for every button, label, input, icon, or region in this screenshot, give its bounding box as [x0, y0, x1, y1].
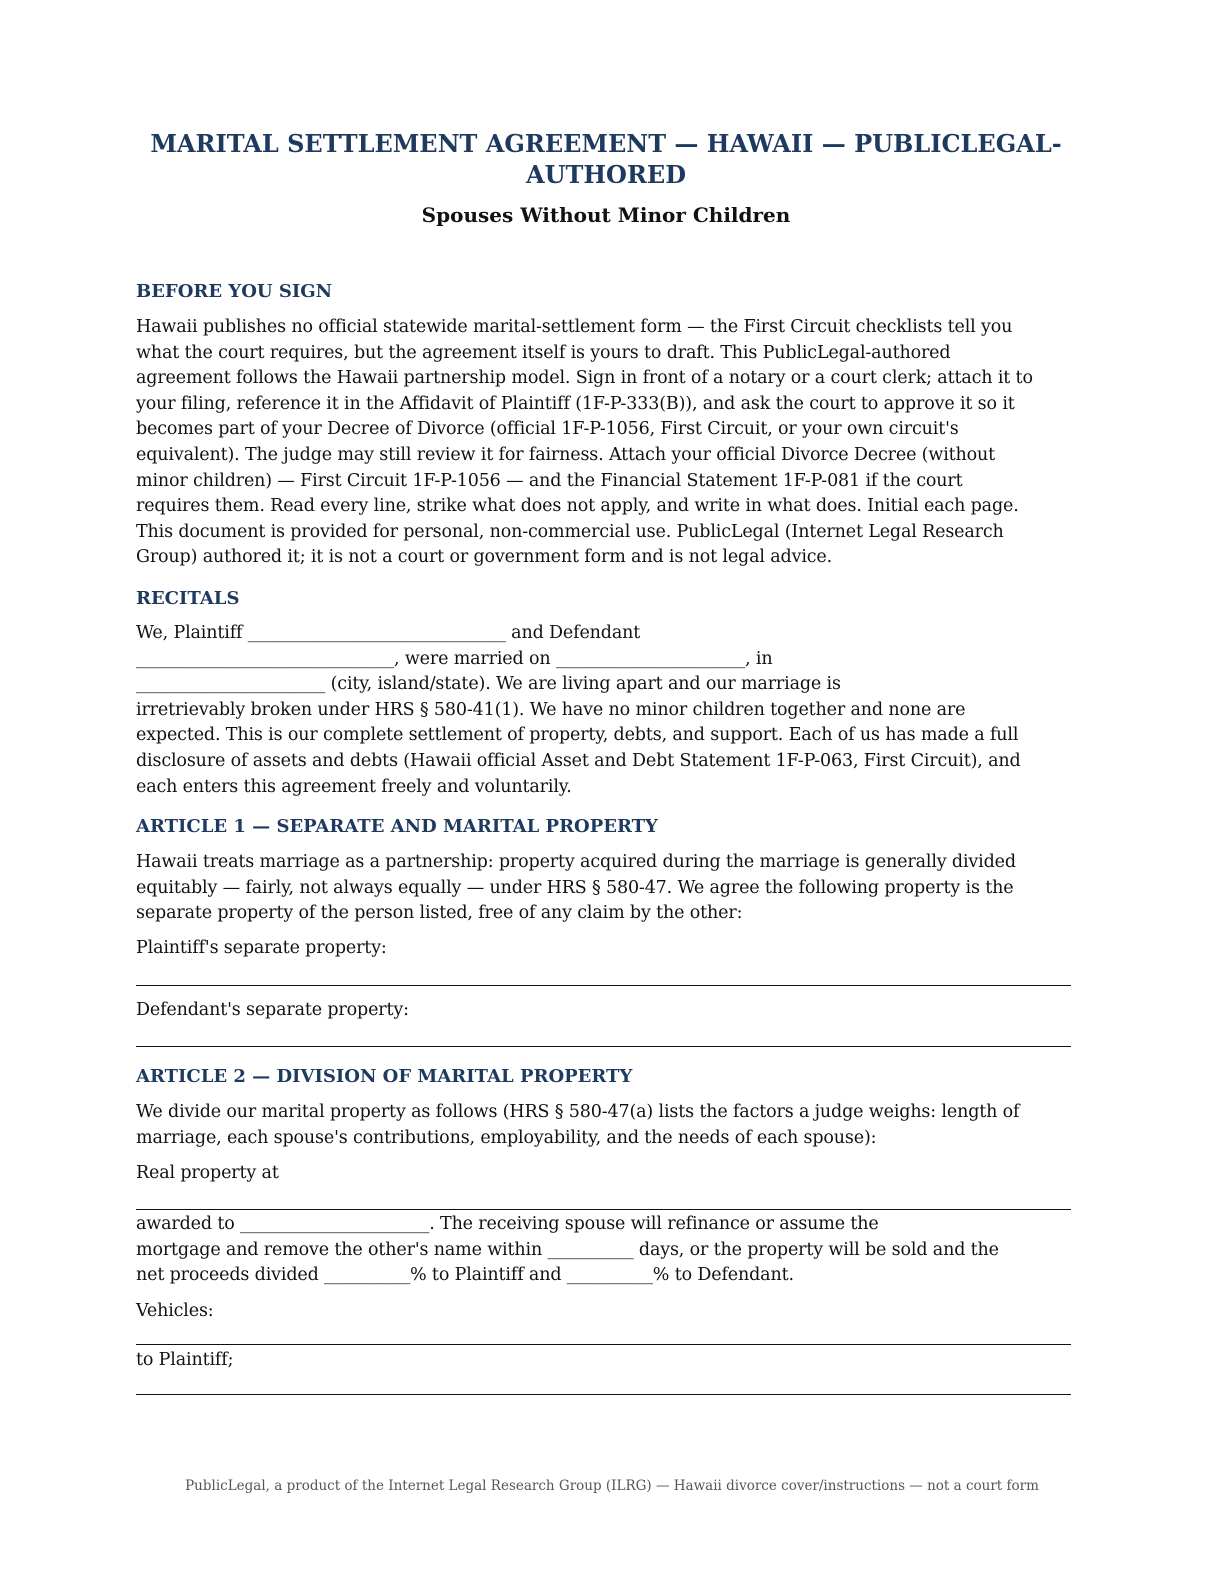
article-1-heading: ARTICLE 1 — SEPARATE AND MARITAL PROPERTY	[136, 816, 658, 837]
article-2-heading: ARTICLE 2 — DIVISION OF MARITAL PROPERTY	[136, 1066, 633, 1087]
text-line: mortgage and remove the other's name within __________ days, or the property will be sold and the	[136, 1239, 999, 1260]
text-line: irretrievably broken under HRS § 580-41(1). We have no minor children together and none are	[136, 699, 966, 720]
text-line: ______________________ (city, island/state). We are living apart and our marriage is	[136, 674, 841, 695]
text-line: disclosure of assets and debts (Hawaii official Asset and Debt Statement 1F-P-063, First Circuit), and	[136, 750, 1021, 771]
text-line: requires them. Read every line, strike what does not apply, and write in what does. Initial each page.	[136, 496, 1019, 517]
text-line: marriage, each spouse's contributions, employability, and the needs of each spouse):	[136, 1127, 877, 1148]
real-property-label: Real property at	[136, 1163, 279, 1183]
document-title: MARITAL SETTLEMENT AGREEMENT — HAWAII — PUBLICLEGAL-AUTHORED	[150, 129, 1062, 189]
text-line: minor children) — First Circuit 1F-P-1056 — and the Financial Statement 1F-P-081 if the court	[136, 470, 963, 491]
page-footer: PublicLegal, a product of the Internet Legal Research Group (ILRG) — Hawaii divorce cover/instructions — not a court form	[185, 1478, 1039, 1494]
real-property-award-text	[136, 1212, 1076, 1289]
text-line: Hawaii publishes no official statewide marital-settlement form — the First Circuit checklists tell you	[136, 317, 1013, 337]
text-line: We divide our marital property as follows (HRS § 580-47(a) lists the factors a judge weighs: length of	[136, 1102, 1020, 1122]
text-line: This document is provided for personal, non-commercial use. PublicLegal (Internet Legal Research	[136, 521, 1004, 542]
to-plaintiff-label: to Plaintiff;	[136, 1350, 234, 1370]
before-you-sign-heading: BEFORE YOU SIGN	[136, 281, 333, 302]
real-property-blank[interactable]	[136, 1209, 1071, 1210]
vehicles-blank[interactable]	[136, 1344, 1071, 1345]
text-line: equitably — fairly, not always equally — under HRS § 580-47. We agree the following property is the	[136, 877, 1014, 898]
vehicles-second-blank[interactable]	[136, 1394, 1071, 1395]
article-1-text	[136, 850, 1076, 927]
text-line: what the court requires, but the agreement itself is yours to draft. This PublicLegal-authored	[136, 342, 951, 363]
vehicles-label: Vehicles:	[136, 1301, 214, 1321]
text-line: separate property of the person listed, free of any claim by the other:	[136, 903, 743, 924]
plaintiff-separate-property-label: Plaintiff's separate property:	[136, 938, 387, 958]
article-2-text	[136, 1100, 1076, 1151]
text-line: awarded to ______________________. The receiving spouse will refinance or assume the	[136, 1214, 879, 1234]
text-line: ______________________________, were married on ______________________, in	[136, 648, 773, 669]
defendant-separate-property-label: Defendant's separate property:	[136, 1000, 409, 1020]
text-line: expected. This is our complete settlement of property, debts, and support. Each of us has made a full	[136, 725, 1019, 746]
text-line: becomes part of your Decree of Divorce (official 1F-P-1056, First Circuit, or your own circuit's	[136, 419, 959, 440]
text-line: Group) authored it; it is not a court or government form and is not legal advice.	[136, 547, 833, 568]
recitals-text	[136, 621, 1076, 800]
text-line: each enters this agreement freely and voluntarily.	[136, 776, 572, 797]
document-subtitle: Spouses Without Minor Children	[421, 203, 791, 227]
defendant-separate-property-blank[interactable]	[136, 1046, 1071, 1047]
text-line: equivalent). The judge may still review it for fairness. Attach your official Divorce Decree (without	[136, 444, 996, 465]
text-line: We, Plaintiff ______________________________ and Defendant	[136, 623, 641, 643]
text-line: agreement follows the Hawaii partnership model. Sign in front of a notary or a court clerk; attach it to	[136, 368, 1033, 389]
text-line: net proceeds divided __________% to Plaintiff and __________% to Defendant.	[136, 1265, 794, 1286]
text-line: Hawaii treats marriage as a partnership: property acquired during the marriage is generally divided	[136, 852, 1016, 872]
plaintiff-separate-property-blank[interactable]	[136, 985, 1071, 986]
before-you-sign-text	[136, 315, 1076, 571]
recitals-heading: RECITALS	[136, 588, 240, 609]
text-line: your filing, reference it in the Affidavit of Plaintiff (1F-P-333(B)), and ask the court to approve it so it	[136, 393, 1015, 414]
